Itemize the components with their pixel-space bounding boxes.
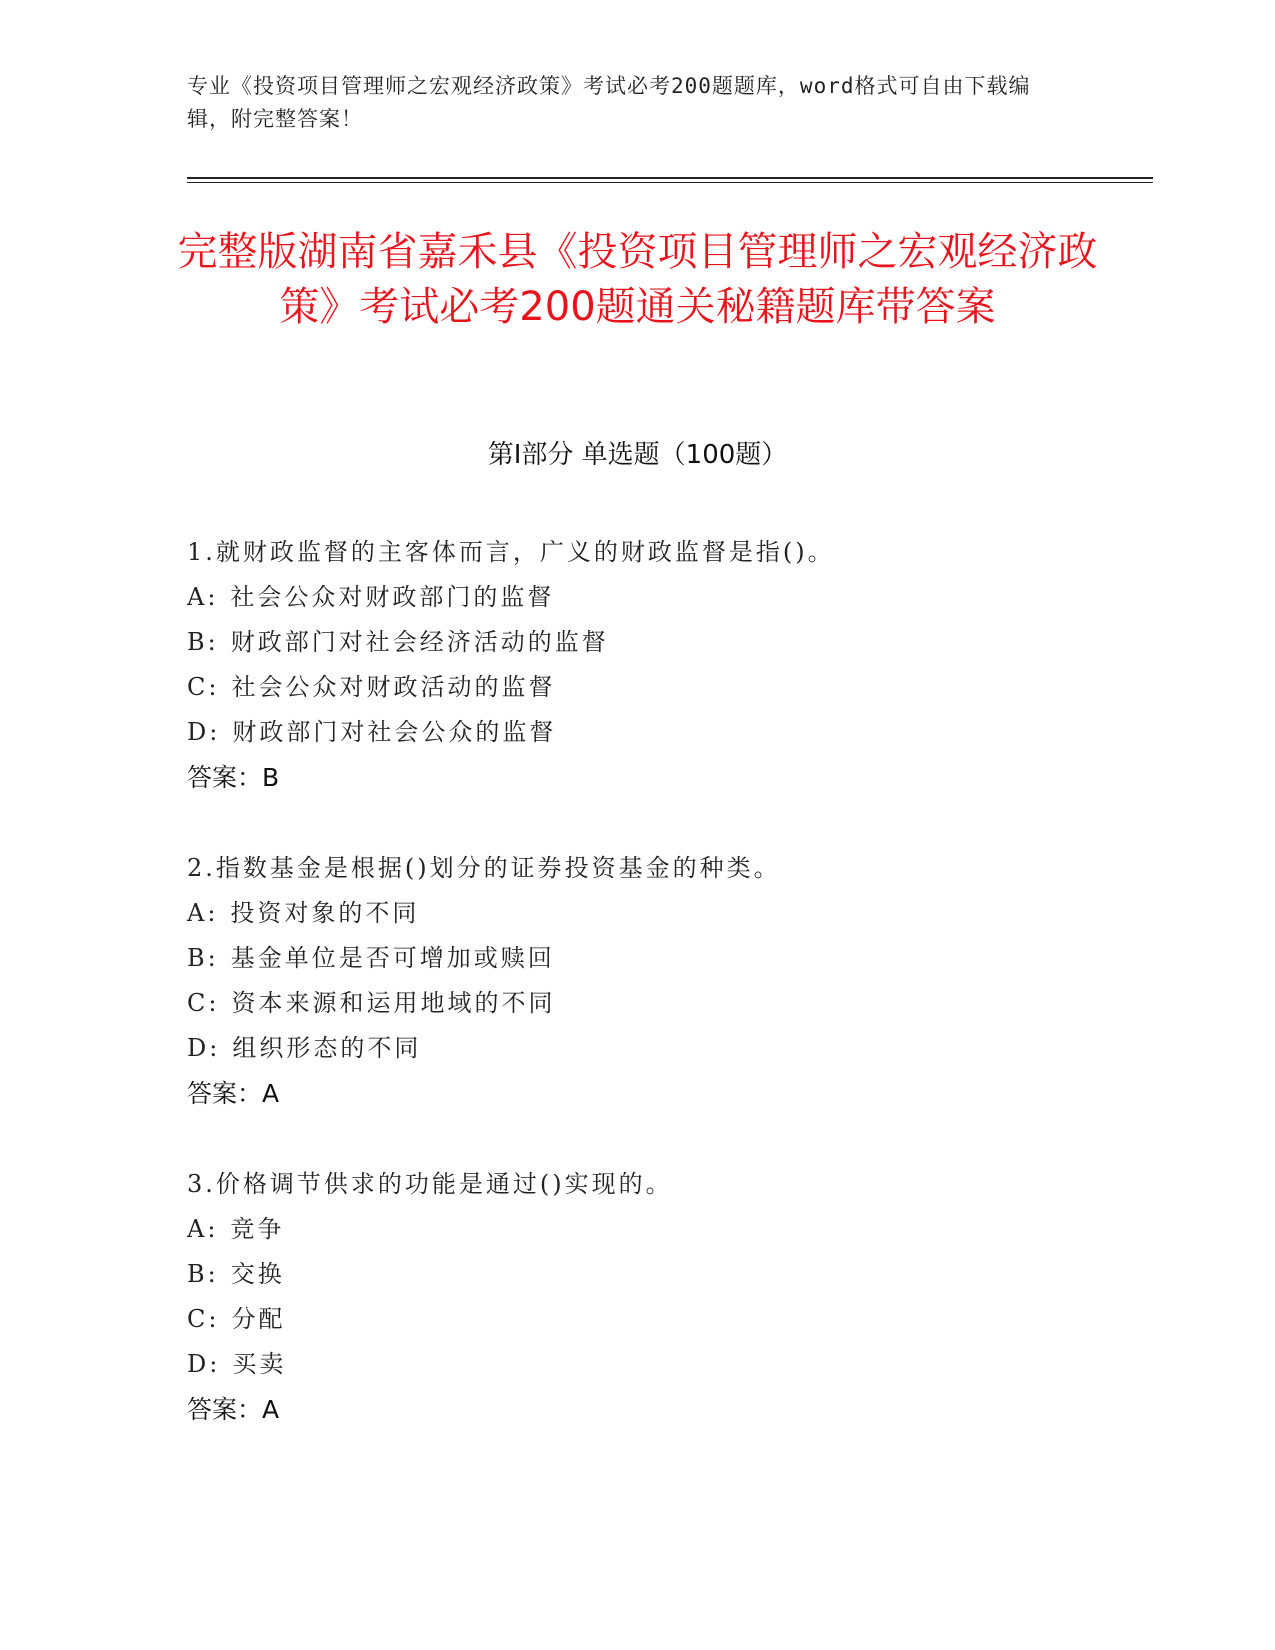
- option-letter: C:: [187, 1305, 220, 1333]
- option-letter: A:: [187, 583, 219, 611]
- option-d: [187, 710, 1087, 755]
- answer-line: 答案：A: [187, 1395, 280, 1424]
- option-letter: B:: [187, 1260, 219, 1288]
- option-c: [187, 665, 1087, 710]
- option-letter: B:: [187, 628, 219, 656]
- question-1: [187, 530, 1087, 800]
- option-text: 竞争: [230, 1215, 285, 1243]
- option-d: [187, 1342, 1087, 1387]
- option-text: 分配: [231, 1305, 286, 1333]
- option-text: 社会公众对财政活动的监督: [231, 673, 556, 701]
- option-b: [187, 620, 1087, 665]
- option-text: 基金单位是否可增加或赎回: [230, 944, 555, 972]
- option-letter: C:: [187, 989, 220, 1017]
- question-stem: 1.就财政监督的主客体而言，广义的财政监督是指()。: [187, 538, 835, 566]
- option-letter: A:: [187, 899, 219, 927]
- option-letter: D:: [187, 718, 221, 746]
- option-a: [187, 891, 1087, 936]
- option-text: 买卖: [232, 1350, 287, 1378]
- option-c: [187, 981, 1087, 1026]
- header-rule-thick: [187, 177, 1153, 179]
- question-2: [187, 846, 1087, 1116]
- option-letter: D:: [187, 1350, 221, 1378]
- option-letter: D:: [187, 1034, 221, 1062]
- option-text: 财政部门对社会经济活动的监督: [230, 628, 609, 656]
- section-title: 第Ⅰ部分 单选题（100题）: [487, 440, 788, 470]
- option-letter: B:: [187, 944, 219, 972]
- option-b: [187, 1252, 1087, 1297]
- option-text: 资本来源和运用地域的不同: [231, 989, 556, 1017]
- option-letter: A:: [187, 1215, 219, 1243]
- option-text: 交换: [230, 1260, 285, 1288]
- option-text: 组织形态的不同: [232, 1034, 422, 1062]
- answer-line: 答案：A: [187, 1079, 280, 1108]
- option-letter: C:: [187, 673, 220, 701]
- option-text: 社会公众对财政部门的监督: [230, 583, 555, 611]
- option-c: [187, 1297, 1087, 1342]
- option-text: 投资对象的不同: [230, 899, 420, 927]
- option-d: [187, 1026, 1087, 1071]
- question-list: [187, 530, 1087, 1432]
- option-a: [187, 1207, 1087, 1252]
- question-stem: 2.指数基金是根据()划分的证券投资基金的种类。: [187, 854, 781, 882]
- document-title: 完整版湖南省嘉禾县《投资项目管理师之宏观经济政策》考试必考200题通关秘籍题库带答案: [177, 229, 1098, 330]
- option-a: [187, 575, 1087, 620]
- header-note: 专业《投资项目管理师之宏观经济政策》考试必考200题题库，word格式可自由下载编辑，附完整答案！: [187, 74, 1031, 131]
- question-3: [187, 1162, 1087, 1432]
- option-b: [187, 936, 1087, 981]
- answer-line: 答案：B: [187, 763, 280, 792]
- question-stem: 3.价格调节供求的功能是通过()实现的。: [187, 1170, 673, 1198]
- option-text: 财政部门对社会公众的监督: [232, 718, 557, 746]
- header-rule-thin: [187, 182, 1153, 183]
